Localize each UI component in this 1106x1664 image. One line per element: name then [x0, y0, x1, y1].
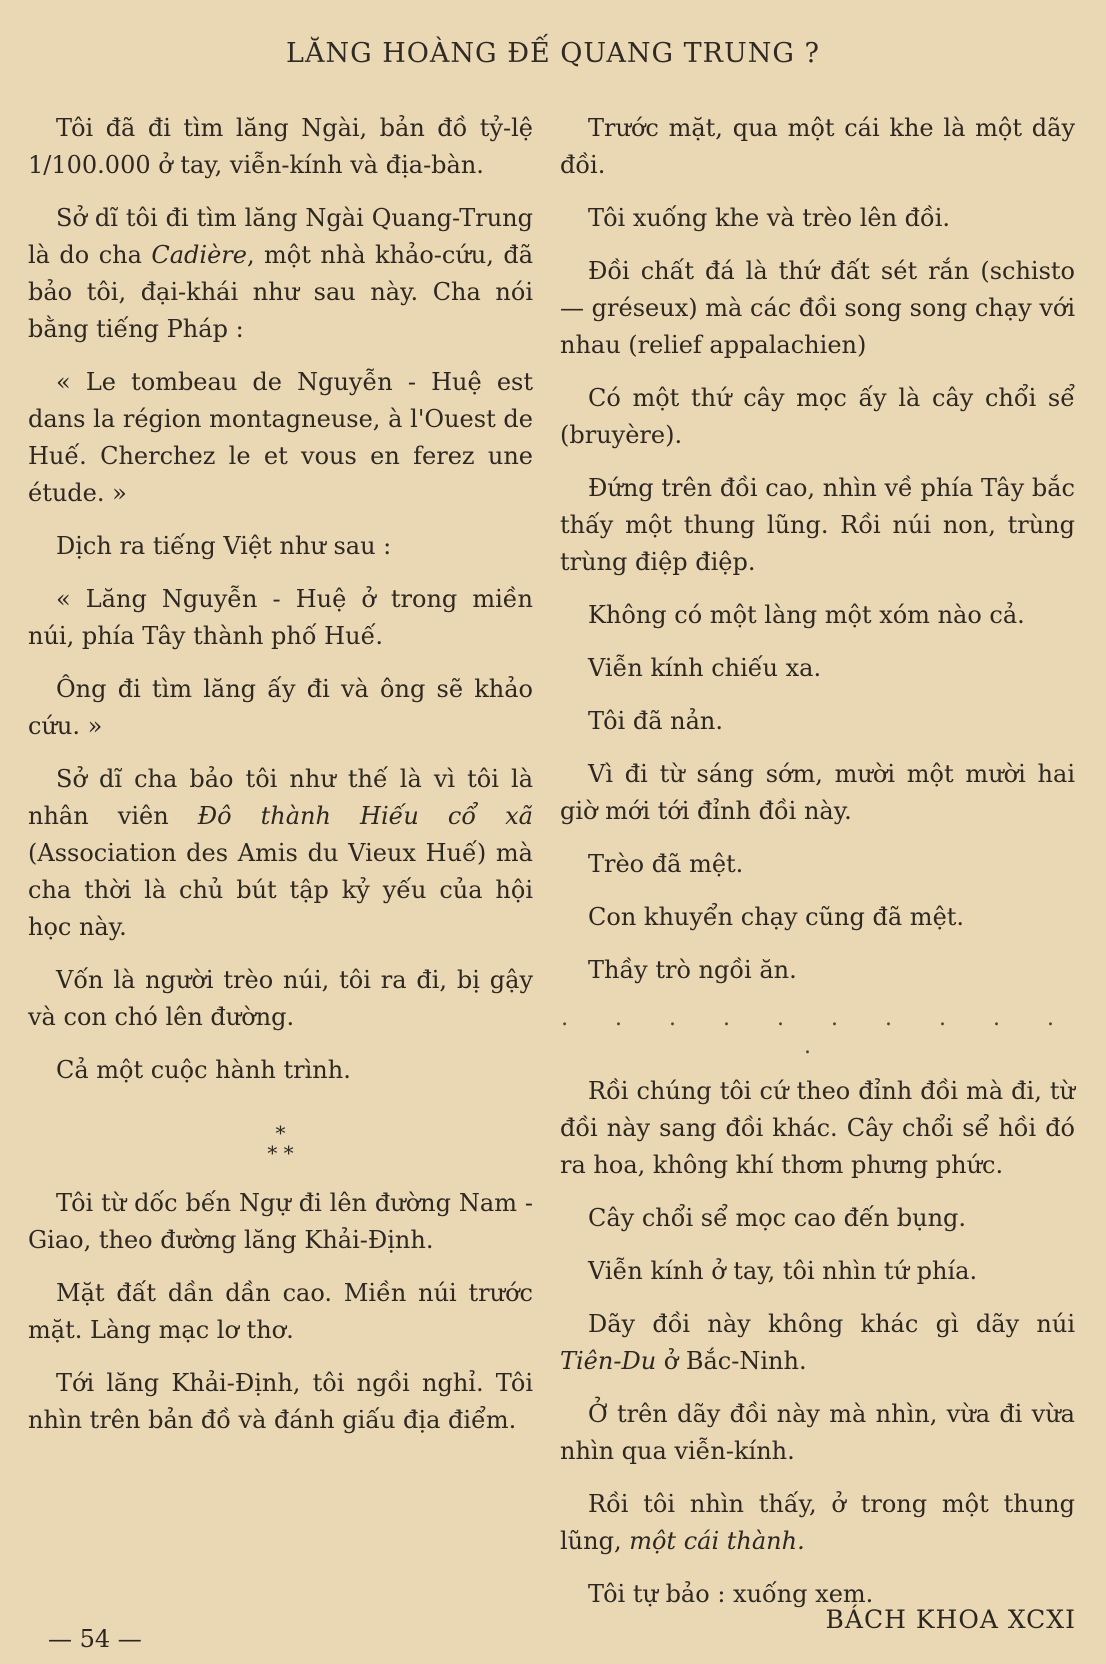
paragraph: Đồi chất đá là thứ đất sét rắn (schisto — gréseux) mà các đồi song song chạy với nhau (relief appalachien) [560, 257, 1075, 359]
paragraph: Tôi đã đi tìm lăng Ngài, bản đồ tỷ-lệ 1/100.000 ở tay, viễn-kính và địa-bàn. [28, 114, 533, 179]
italic-name: Đô thành Hiếu cổ xã [197, 802, 533, 830]
dotted-separator: . . . . . . . . . . . [561, 1006, 1074, 1059]
paragraph: Tới lăng Khải-Định, tôi ngồi nghỉ. Tôi nhìn trên bản đồ và đánh giấu địa điểm. [28, 1369, 533, 1434]
paragraph: Rồi chúng tôi cứ theo đỉnh đồi mà đi, từ đồi này sang đồi khác. Cây chổi sể hồi đó ra hoa, không khí thơm phưng phức. [560, 1077, 1075, 1179]
italic-phrase: một cái thành. [629, 1527, 805, 1555]
paragraph: Ở trên dãy đồi này mà nhìn, vừa đi vừa nhìn qua viễn-kính. [560, 1400, 1075, 1465]
paragraph: Mặt đất dần dần cao. Miền núi trước mặt. Làng mạc lơ thơ. [28, 1279, 533, 1344]
paragraph: Con khuyển chạy cũng đã mệt. [588, 903, 965, 931]
paragraph: Tôi từ dốc bến Ngự đi lên đường Nam - Giao, theo đường lăng Khải-Định. [28, 1189, 533, 1254]
paragraph: « Lăng Nguyễn - Huệ ở trong miền núi, phía Tây thành phố Huế. [28, 585, 533, 650]
page-number: — 54 — [48, 1625, 142, 1653]
right-column [560, 110, 1075, 1629]
paragraph: Trước mặt, qua một cái khe là một dãy đồi. [560, 114, 1075, 179]
left-column [28, 110, 533, 1455]
paragraph: Cả một cuộc hành trình. [56, 1056, 351, 1084]
paragraph: Cây chổi sể mọc cao đến bụng. [588, 1204, 967, 1232]
paragraph: Không có một làng một xóm nào cả. [588, 601, 1025, 629]
paragraph: Dịch ra tiếng Việt như sau : [56, 532, 392, 560]
article-title: LĂNG HOÀNG ĐẾ QUANG TRUNG ? [286, 38, 820, 69]
paragraph: Vì đi từ sáng sớm, mười một mười hai giờ mới tới đỉnh đồi này. [560, 760, 1075, 825]
section-separator: * * * [267, 1121, 294, 1165]
italic-name: Tiên-Du [560, 1347, 657, 1375]
paragraph: Rồi tôi nhìn thấy, ở trong một thung lũng, một cái thành. [560, 1490, 1075, 1555]
paragraph: Thầy trò ngồi ăn. [588, 956, 797, 984]
paragraph: Dãy đồi này không khác gì dãy núi Tiên-Du ở Bắc-Ninh. [560, 1310, 1075, 1375]
paragraph: « Le tombeau de Nguyễn - Huệ est dans la région montagneuse, à l'Ouest de Huế. Cherchez le et vous en ferez une étude. » [28, 368, 533, 507]
paragraph: Ông đi tìm lăng ấy đi và ông sẽ khảo cứu. » [28, 675, 533, 740]
paragraph: Vốn là người trèo núi, tôi ra đi, bị gậy và con chó lên đường. [28, 966, 533, 1031]
paragraph: Có một thứ cây mọc ấy là cây chổi sể (bruyère). [560, 384, 1075, 449]
paragraph: Tôi tự bảo : xuống xem. [588, 1580, 874, 1608]
paragraph: Sở dĩ tôi đi tìm lăng Ngài Quang-Trung là do cha Cadière, một nhà khảo-cứu, đã bảo tôi, đại-khái như sau này. Cha nói bằng tiếng Pháp : [28, 204, 534, 343]
paragraph: Viễn kính ở tay, tôi nhìn tứ phía. [588, 1257, 978, 1285]
italic-name: Cadière [151, 241, 247, 269]
paragraph: Tôi đã nản. [588, 707, 723, 735]
paragraph: Trèo đã mệt. [588, 850, 744, 878]
paragraph: Đứng trên đồi cao, nhìn về phía Tây bắc thấy một thung lũng. Rồi núi non, trùng trùng điệp điệp. [560, 474, 1075, 576]
journal-name: BÁCH KHOA XCXI [825, 1605, 1076, 1634]
paragraph: Sở dĩ cha bảo tôi như thế là vì tôi là nhân viên Đô thành Hiếu cổ xã (Association des Amis du Vieux Huế) mà cha thời là chủ bút tập kỷ yếu của hội học này. [28, 765, 533, 941]
paragraph: Tôi xuống khe và trèo lên đồi. [588, 204, 951, 232]
paragraph: Viễn kính chiếu xa. [588, 654, 822, 682]
